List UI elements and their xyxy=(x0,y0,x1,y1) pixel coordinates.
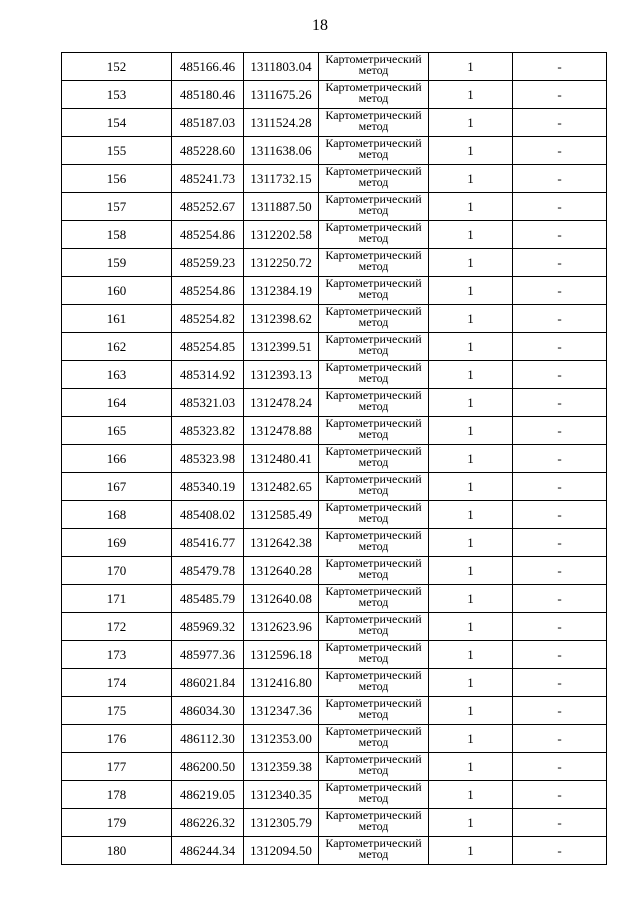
table-row xyxy=(62,277,607,305)
point-number-cell: 179 xyxy=(62,809,172,837)
table-row xyxy=(62,417,607,445)
point-number-cell: 167 xyxy=(62,473,172,501)
method-cell: Картометрический метод xyxy=(319,837,429,865)
coordinate-y-cell: 1312640.28 xyxy=(244,557,319,585)
accuracy-cell: 1 xyxy=(429,277,513,305)
table-row xyxy=(62,557,607,585)
table-row xyxy=(62,53,607,81)
note-cell: - xyxy=(513,837,607,865)
coordinate-y-cell: 1312416.80 xyxy=(244,669,319,697)
note-cell: - xyxy=(513,137,607,165)
coordinate-x-cell: 485252.67 xyxy=(172,193,244,221)
note-cell: - xyxy=(513,669,607,697)
method-cell: Картометрический метод xyxy=(319,277,429,305)
point-number-cell: 180 xyxy=(62,837,172,865)
coordinate-x-cell: 485259.23 xyxy=(172,249,244,277)
method-cell: Картометрический метод xyxy=(319,669,429,697)
note-cell: - xyxy=(513,221,607,249)
coordinate-y-cell: 1312640.08 xyxy=(244,585,319,613)
table-row xyxy=(62,389,607,417)
point-number-cell: 155 xyxy=(62,137,172,165)
note-cell: - xyxy=(513,417,607,445)
accuracy-cell: 1 xyxy=(429,557,513,585)
table-row xyxy=(62,361,607,389)
coordinate-x-cell: 485187.03 xyxy=(172,109,244,137)
table-row xyxy=(62,109,607,137)
coordinate-y-cell: 1311524.28 xyxy=(244,109,319,137)
table-row xyxy=(62,333,607,361)
table-row xyxy=(62,445,607,473)
accuracy-cell: 1 xyxy=(429,641,513,669)
accuracy-cell: 1 xyxy=(429,501,513,529)
method-cell: Картометрический метод xyxy=(319,585,429,613)
coordinate-y-cell: 1311675.26 xyxy=(244,81,319,109)
note-cell: - xyxy=(513,81,607,109)
point-number-cell: 163 xyxy=(62,361,172,389)
accuracy-cell: 1 xyxy=(429,445,513,473)
method-cell: Картометрический метод xyxy=(319,333,429,361)
accuracy-cell: 1 xyxy=(429,81,513,109)
coordinate-y-cell: 1312305.79 xyxy=(244,809,319,837)
method-cell: Картометрический метод xyxy=(319,697,429,725)
coordinate-y-cell: 1312250.72 xyxy=(244,249,319,277)
point-number-cell: 154 xyxy=(62,109,172,137)
coordinate-x-cell: 485977.36 xyxy=(172,641,244,669)
method-cell: Картометрический метод xyxy=(319,557,429,585)
coordinate-y-cell: 1312340.35 xyxy=(244,781,319,809)
table-row xyxy=(62,809,607,837)
table-row xyxy=(62,641,607,669)
coordinate-x-cell: 485254.85 xyxy=(172,333,244,361)
point-number-cell: 157 xyxy=(62,193,172,221)
method-cell: Картометрический метод xyxy=(319,193,429,221)
note-cell: - xyxy=(513,557,607,585)
point-number-cell: 159 xyxy=(62,249,172,277)
note-cell: - xyxy=(513,109,607,137)
coordinate-y-cell: 1312094.50 xyxy=(244,837,319,865)
accuracy-cell: 1 xyxy=(429,753,513,781)
coordinate-x-cell: 485228.60 xyxy=(172,137,244,165)
accuracy-cell: 1 xyxy=(429,165,513,193)
coordinate-x-cell: 485166.46 xyxy=(172,53,244,81)
coordinate-x-cell: 485479.78 xyxy=(172,557,244,585)
table-row xyxy=(62,529,607,557)
table-row xyxy=(62,697,607,725)
note-cell: - xyxy=(513,641,607,669)
table-row xyxy=(62,585,607,613)
point-number-cell: 169 xyxy=(62,529,172,557)
coordinate-y-cell: 1312359.38 xyxy=(244,753,319,781)
coordinate-x-cell: 485969.32 xyxy=(172,613,244,641)
table-row xyxy=(62,221,607,249)
note-cell: - xyxy=(513,613,607,641)
coordinate-x-cell: 485241.73 xyxy=(172,165,244,193)
note-cell: - xyxy=(513,165,607,193)
coordinate-y-cell: 1312623.96 xyxy=(244,613,319,641)
method-cell: Картометрический метод xyxy=(319,473,429,501)
coordinate-y-cell: 1312202.58 xyxy=(244,221,319,249)
note-cell: - xyxy=(513,389,607,417)
coordinate-y-cell: 1312384.19 xyxy=(244,277,319,305)
table-row xyxy=(62,473,607,501)
point-number-cell: 166 xyxy=(62,445,172,473)
coordinate-x-cell: 485340.19 xyxy=(172,473,244,501)
coordinates-table-body xyxy=(62,53,607,865)
note-cell: - xyxy=(513,445,607,473)
coordinate-x-cell: 485485.79 xyxy=(172,585,244,613)
coordinate-x-cell: 486226.32 xyxy=(172,809,244,837)
note-cell: - xyxy=(513,585,607,613)
point-number-cell: 158 xyxy=(62,221,172,249)
coordinate-x-cell: 485323.82 xyxy=(172,417,244,445)
note-cell: - xyxy=(513,529,607,557)
method-cell: Картометрический метод xyxy=(319,137,429,165)
point-number-cell: 170 xyxy=(62,557,172,585)
accuracy-cell: 1 xyxy=(429,333,513,361)
coordinate-x-cell: 485323.98 xyxy=(172,445,244,473)
note-cell: - xyxy=(513,333,607,361)
note-cell: - xyxy=(513,193,607,221)
accuracy-cell: 1 xyxy=(429,389,513,417)
method-cell: Картометрический метод xyxy=(319,305,429,333)
point-number-cell: 176 xyxy=(62,725,172,753)
point-number-cell: 178 xyxy=(62,781,172,809)
coordinates-table xyxy=(61,52,607,865)
accuracy-cell: 1 xyxy=(429,809,513,837)
note-cell: - xyxy=(513,501,607,529)
accuracy-cell: 1 xyxy=(429,613,513,641)
point-number-cell: 177 xyxy=(62,753,172,781)
method-cell: Картометрический метод xyxy=(319,165,429,193)
accuracy-cell: 1 xyxy=(429,109,513,137)
note-cell: - xyxy=(513,249,607,277)
table-row xyxy=(62,193,607,221)
point-number-cell: 161 xyxy=(62,305,172,333)
method-cell: Картометрический метод xyxy=(319,361,429,389)
coordinate-x-cell: 485254.82 xyxy=(172,305,244,333)
point-number-cell: 162 xyxy=(62,333,172,361)
method-cell: Картометрический метод xyxy=(319,529,429,557)
point-number-cell: 153 xyxy=(62,81,172,109)
method-cell: Картометрический метод xyxy=(319,725,429,753)
coordinate-y-cell: 1312642.38 xyxy=(244,529,319,557)
method-cell: Картометрический метод xyxy=(319,781,429,809)
coordinate-x-cell: 485314.92 xyxy=(172,361,244,389)
point-number-cell: 168 xyxy=(62,501,172,529)
point-number-cell: 172 xyxy=(62,613,172,641)
note-cell: - xyxy=(513,53,607,81)
table-row xyxy=(62,249,607,277)
point-number-cell: 160 xyxy=(62,277,172,305)
table-row xyxy=(62,613,607,641)
note-cell: - xyxy=(513,725,607,753)
table-row xyxy=(62,165,607,193)
method-cell: Картометрический метод xyxy=(319,53,429,81)
table-row xyxy=(62,501,607,529)
point-number-cell: 164 xyxy=(62,389,172,417)
accuracy-cell: 1 xyxy=(429,361,513,389)
note-cell: - xyxy=(513,473,607,501)
coordinate-x-cell: 486200.50 xyxy=(172,753,244,781)
note-cell: - xyxy=(513,697,607,725)
coordinate-x-cell: 485416.77 xyxy=(172,529,244,557)
table-row xyxy=(62,305,607,333)
page-number: 18 xyxy=(312,17,328,34)
coordinate-x-cell: 486244.34 xyxy=(172,837,244,865)
coordinate-y-cell: 1311887.50 xyxy=(244,193,319,221)
accuracy-cell: 1 xyxy=(429,305,513,333)
table-row xyxy=(62,137,607,165)
method-cell: Картометрический метод xyxy=(319,445,429,473)
coordinate-y-cell: 1312585.49 xyxy=(244,501,319,529)
coordinate-y-cell: 1312353.00 xyxy=(244,725,319,753)
point-number-cell: 165 xyxy=(62,417,172,445)
method-cell: Картометрический метод xyxy=(319,501,429,529)
accuracy-cell: 1 xyxy=(429,725,513,753)
method-cell: Картометрический метод xyxy=(319,417,429,445)
note-cell: - xyxy=(513,781,607,809)
coordinate-x-cell: 486034.30 xyxy=(172,697,244,725)
coordinate-y-cell: 1312478.24 xyxy=(244,389,319,417)
accuracy-cell: 1 xyxy=(429,529,513,557)
coordinate-y-cell: 1312399.51 xyxy=(244,333,319,361)
method-cell: Картометрический метод xyxy=(319,109,429,137)
coordinate-x-cell: 485180.46 xyxy=(172,81,244,109)
method-cell: Картометрический метод xyxy=(319,389,429,417)
accuracy-cell: 1 xyxy=(429,137,513,165)
coordinate-x-cell: 485408.02 xyxy=(172,501,244,529)
accuracy-cell: 1 xyxy=(429,221,513,249)
accuracy-cell: 1 xyxy=(429,473,513,501)
coordinate-y-cell: 1312393.13 xyxy=(244,361,319,389)
coordinate-y-cell: 1312398.62 xyxy=(244,305,319,333)
coordinate-x-cell: 486021.84 xyxy=(172,669,244,697)
accuracy-cell: 1 xyxy=(429,585,513,613)
method-cell: Картометрический метод xyxy=(319,753,429,781)
point-number-cell: 175 xyxy=(62,697,172,725)
point-number-cell: 171 xyxy=(62,585,172,613)
accuracy-cell: 1 xyxy=(429,53,513,81)
method-cell: Картометрический метод xyxy=(319,641,429,669)
table-row xyxy=(62,781,607,809)
accuracy-cell: 1 xyxy=(429,417,513,445)
note-cell: - xyxy=(513,753,607,781)
coordinate-x-cell: 486219.05 xyxy=(172,781,244,809)
coordinate-y-cell: 1312347.36 xyxy=(244,697,319,725)
table-row xyxy=(62,753,607,781)
point-number-cell: 174 xyxy=(62,669,172,697)
note-cell: - xyxy=(513,809,607,837)
accuracy-cell: 1 xyxy=(429,697,513,725)
coordinate-y-cell: 1311638.06 xyxy=(244,137,319,165)
point-number-cell: 173 xyxy=(62,641,172,669)
table-row xyxy=(62,725,607,753)
coordinate-x-cell: 486112.30 xyxy=(172,725,244,753)
method-cell: Картометрический метод xyxy=(319,221,429,249)
table-row xyxy=(62,81,607,109)
table-row xyxy=(62,837,607,865)
note-cell: - xyxy=(513,305,607,333)
note-cell: - xyxy=(513,277,607,305)
method-cell: Картометрический метод xyxy=(319,809,429,837)
coordinate-x-cell: 485321.03 xyxy=(172,389,244,417)
accuracy-cell: 1 xyxy=(429,669,513,697)
table-row xyxy=(62,669,607,697)
note-cell: - xyxy=(513,361,607,389)
method-cell: Картометрический метод xyxy=(319,613,429,641)
method-cell: Картометрический метод xyxy=(319,81,429,109)
accuracy-cell: 1 xyxy=(429,193,513,221)
coordinate-y-cell: 1312596.18 xyxy=(244,641,319,669)
coordinate-y-cell: 1312480.41 xyxy=(244,445,319,473)
accuracy-cell: 1 xyxy=(429,249,513,277)
coordinate-y-cell: 1311732.15 xyxy=(244,165,319,193)
accuracy-cell: 1 xyxy=(429,837,513,865)
method-cell: Картометрический метод xyxy=(319,249,429,277)
coordinate-x-cell: 485254.86 xyxy=(172,277,244,305)
coordinate-x-cell: 485254.86 xyxy=(172,221,244,249)
coordinate-y-cell: 1312482.65 xyxy=(244,473,319,501)
coordinate-y-cell: 1312478.88 xyxy=(244,417,319,445)
accuracy-cell: 1 xyxy=(429,781,513,809)
point-number-cell: 152 xyxy=(62,53,172,81)
coordinate-y-cell: 1311803.04 xyxy=(244,53,319,81)
point-number-cell: 156 xyxy=(62,165,172,193)
